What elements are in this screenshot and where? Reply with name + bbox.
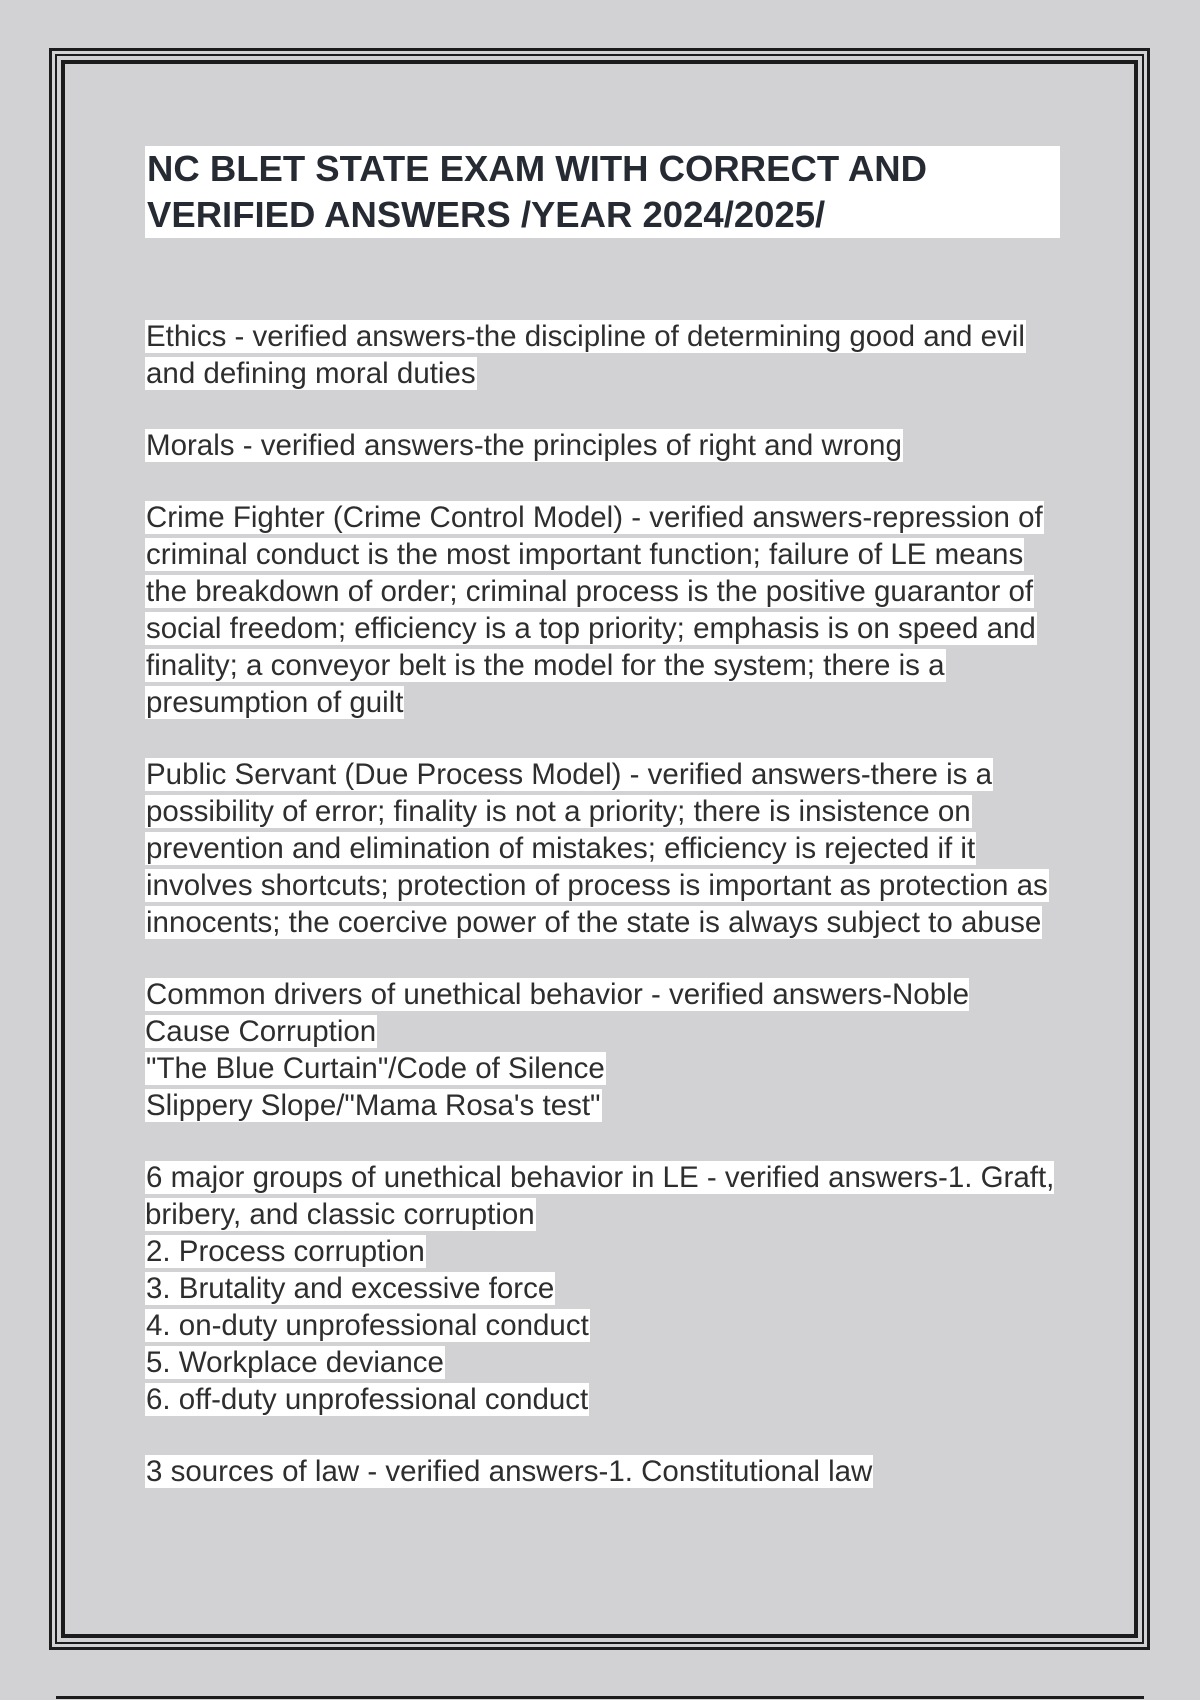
entry-text: Morals - verified answers-the principles of right and wrong <box>146 429 902 462</box>
entry-line: Slippery Slope/"Mama Rosa's test" <box>146 1089 601 1122</box>
entry-crime-fighter <box>145 499 1060 721</box>
entry-common-drivers <box>145 976 1060 1124</box>
entry-text: Crime Fighter (Crime Control Model) - verified answers-repression of criminal conduct is the most important function; failure of LE means the breakdown of order; criminal process is the positive guarantor of social freedom; efficiency is a top priority; emphasis is on speed and finality; a conveyor belt is the model for the system; there is a presumption of guilt <box>146 501 1043 719</box>
entry-public-servant <box>145 756 1060 941</box>
entry-six-major-groups <box>145 1159 1060 1418</box>
entry-text: 3 sources of law - verified answers-1. Constitutional law <box>146 1455 873 1488</box>
entry-morals <box>145 427 1060 464</box>
entry-line: 6. off-duty unprofessional conduct <box>146 1383 589 1416</box>
entry-line: 2. Process corruption <box>146 1235 425 1268</box>
page-bottom-rule <box>56 1696 1144 1699</box>
entry-line: "The Blue Curtain"/Code of Silence <box>146 1052 605 1085</box>
entry-text: Public Servant (Due Process Model) - verified answers-there is a possibility of error; finality is not a priority; there is insistence on prevention and elimination of mistakes; efficiency is rejected if it involves shortcuts; protection of process is important as protection as innocents; the coercive power of the state is always subject to abuse <box>146 758 1048 939</box>
entry-sources-of-law <box>145 1453 1060 1490</box>
entry-line: Common drivers of unethical behavior - verified answers-Noble Cause Corruption <box>145 978 970 1048</box>
document-title: NC BLET STATE EXAM WITH CORRECT AND VERIFIED ANSWERS /YEAR 2024/2025/ <box>145 146 1060 238</box>
entry-line: 5. Workplace deviance <box>146 1346 444 1379</box>
entry-text: Ethics - verified answers-the discipline of determining good and evil and defining moral duties <box>146 320 1025 390</box>
document-body <box>145 146 1060 1525</box>
entry-line: 6 major groups of unethical behavior in LE - verified answers-1. Graft, bribery, and classic corruption <box>145 1161 1055 1231</box>
entry-line: 4. on-duty unprofessional conduct <box>146 1309 589 1342</box>
entry-ethics <box>145 318 1060 392</box>
entry-line: 3. Brutality and excessive force <box>146 1272 555 1305</box>
